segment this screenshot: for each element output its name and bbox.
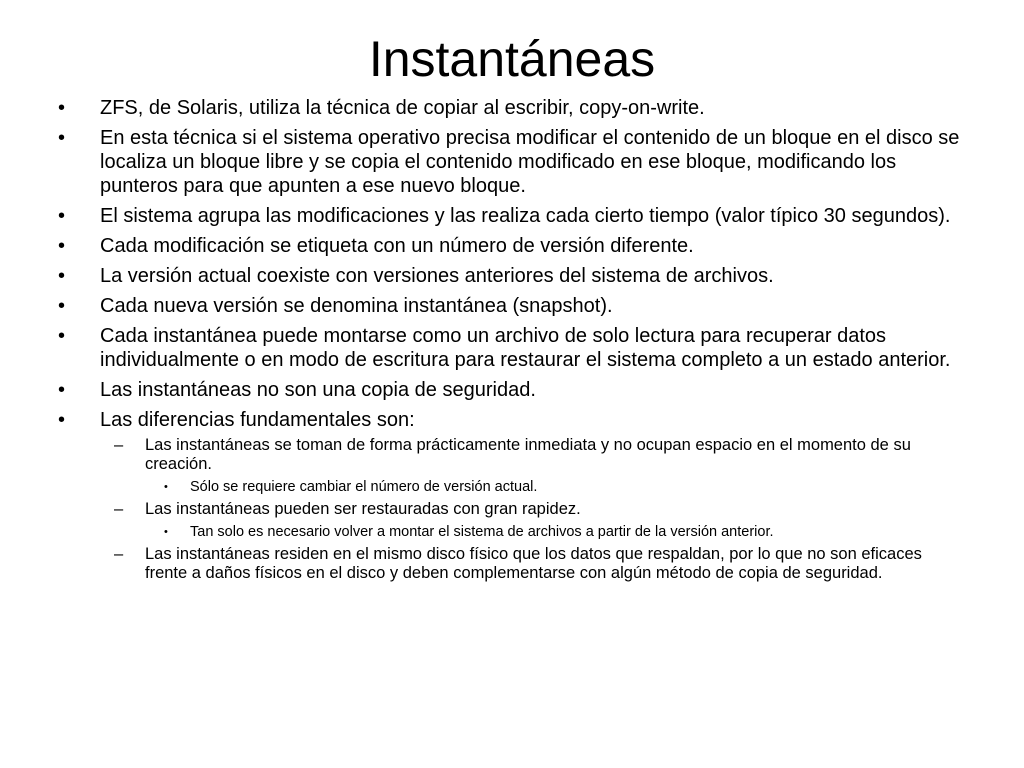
sub-sub-item [145, 523, 968, 541]
bullet-icon: • [58, 97, 66, 119]
sub-sub-list [145, 523, 968, 541]
bullet-text: Cada instantánea puede montarse como un archivo de solo lectura para recuperar datos individualmente o en modo de escritura para restaurar el sistema completo a un estado anterior. [100, 325, 951, 371]
bullet-text: El sistema agrupa las modificaciones y las realiza cada cierto tiempo (valor típico 30 segundos). [100, 205, 951, 227]
bullet-icon: • [58, 205, 66, 227]
bullet-text: Las diferencias fundamentales son: [100, 409, 415, 431]
sub-item-text: Las instantáneas se toman de forma prácticamente inmediata y no ocupan espacio en el momento de su creación. [145, 436, 911, 473]
bullet-text: En esta técnica si el sistema operativo precisa modificar el contenido de un bloque en el disco se localiza un bloque libre y se copia el contenido modificado en ese bloque, modificando los punteros para que apunten a ese nuevo bloque. [100, 127, 960, 197]
sub-item-text: Las instantáneas pueden ser restauradas con gran rapidez. [145, 500, 581, 518]
bullet-text: Las instantáneas no son una copia de seguridad. [100, 379, 536, 401]
bullet-icon: • [58, 409, 66, 431]
bullet-item [58, 294, 968, 318]
sub-sub-item [145, 478, 968, 496]
sub-item-text: Las instantáneas residen en el mismo disco físico que los datos que respaldan, por lo que no son eficaces frente a daños físicos en el disco y deben complementarse con algún método de copia de seguridad. [145, 545, 922, 582]
sub-item [100, 545, 968, 583]
dash-icon: – [114, 500, 124, 518]
bullet-text: ZFS, de Solaris, utiliza la técnica de copiar al escribir, copy-on-write. [100, 97, 705, 119]
sub-sub-list [145, 478, 968, 496]
sub-sub-item-text: Sólo se requiere cambiar el número de versión actual. [190, 479, 538, 495]
bullet-icon: • [58, 235, 66, 257]
bullet-item [58, 204, 968, 228]
dash-icon: – [114, 436, 124, 454]
bullet-icon: • [58, 325, 66, 347]
bullet-item [58, 264, 968, 288]
sub-item [100, 500, 968, 541]
bullet-icon: • [164, 526, 168, 538]
bullet-item [58, 324, 968, 372]
bullet-text: La versión actual coexiste con versiones anteriores del sistema de archivos. [100, 265, 774, 287]
bullet-icon: • [58, 265, 66, 287]
slide-title: Instantáneas [368, 31, 656, 87]
bullet-text: Cada modificación se etiqueta con un número de versión diferente. [100, 235, 694, 257]
bullet-list [58, 96, 968, 589]
bullet-item [58, 126, 968, 198]
dash-icon: – [114, 545, 124, 563]
bullet-icon: • [164, 481, 168, 493]
bullet-item [58, 378, 968, 402]
bullet-icon: • [58, 295, 66, 317]
sub-list [100, 436, 968, 583]
bullet-item [58, 408, 968, 583]
bullet-item [58, 234, 968, 258]
bullet-icon: • [58, 379, 66, 401]
bullet-item [58, 96, 968, 120]
bullet-icon: • [58, 127, 66, 149]
sub-item [100, 436, 968, 496]
bullet-text: Cada nueva versión se denomina instantánea (snapshot). [100, 295, 613, 317]
sub-sub-item-text: Tan solo es necesario volver a montar el sistema de archivos a partir de la versión anterior. [190, 524, 774, 540]
